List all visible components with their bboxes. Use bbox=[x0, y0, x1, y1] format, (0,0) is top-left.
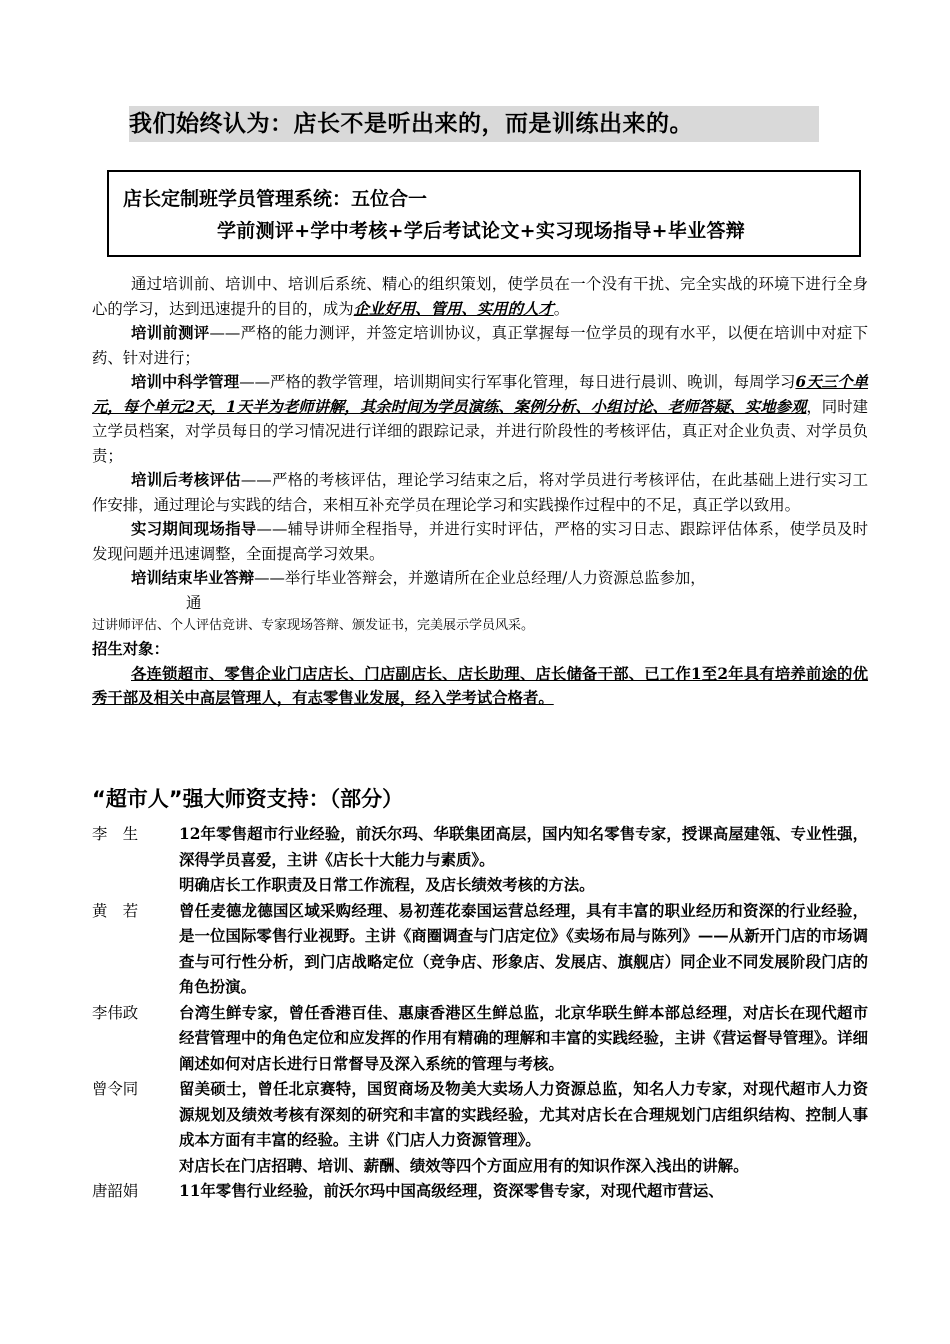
system-title: 店长定制班学员管理系统：五位合一 bbox=[123, 188, 428, 210]
teacher-name: 黄 若 bbox=[92, 901, 139, 920]
mid-training-title: 培训中科学管理 bbox=[131, 373, 240, 391]
teacher-bio bbox=[179, 1077, 868, 1179]
teacher-bio bbox=[179, 1001, 868, 1078]
teacher-bio-paragraph: 对店长在门店招聘、培训、薪酬、绩效等四个方面应用有的知识作深入浅出的讲解。 bbox=[179, 1156, 749, 1175]
graduation-tong: 通 bbox=[186, 593, 202, 612]
mid-training-text: ——严格的教学管理，培训期间实行军事化管理，每日进行晨训、晚训，每周学习 bbox=[239, 373, 796, 391]
enroll-label: 招生对象： bbox=[92, 640, 169, 658]
internship-paragraph bbox=[92, 517, 868, 566]
teachers-section-title: “超市人”强大师资支持：（部分） bbox=[92, 787, 404, 811]
pre-training-text: ——严格的能力测评，并签定培训协议，真正掌握每一位学员的现有水平，以便在培训中对症下药、针对进行； bbox=[92, 324, 868, 367]
pre-training-title: 培训前测评 bbox=[131, 324, 210, 342]
pre-training-paragraph bbox=[92, 321, 868, 370]
teacher-name: 曾令同 bbox=[92, 1080, 139, 1098]
internship-text: ——辅导讲师全程指导，并进行实时评估，严格的实习日志、跟踪评估体系，使学员及时发现问题并迅速调整，全面提高学习效果。 bbox=[92, 520, 868, 563]
mid-training-text-2: ，同时建立学员档案，对学员每日的学习情况进行详细的跟踪记录，并进行阶段性的考核评估，真正对企业负责、对学员负责； bbox=[92, 397, 868, 465]
teacher-bio-paragraph: 12年零售超市行业经验，前沃尔玛、华联集团高层，国内知名零售专家，授课高屋建瓴、专业性强，深得学员喜爱，主讲《店长十大能力与素质》。 bbox=[179, 825, 868, 869]
intro-end: 。 bbox=[553, 299, 570, 318]
teacher-list bbox=[92, 822, 868, 1205]
teacher-bio-paragraph: 留美硕士，曾任北京赛特，国贸商场及物美大卖场人力资源总监，知名人力专家，对现代超市人力资源规划及绩效考核有深刻的研究和丰富的实践经验，尤其对店长在合理规划门店组织结构、控制人事成本方面有丰富的经验。主讲《门店人力资源管理》。 bbox=[179, 1080, 868, 1149]
teacher-bio bbox=[179, 1179, 868, 1205]
teacher-entry bbox=[92, 1001, 868, 1078]
program-description bbox=[92, 272, 868, 711]
post-training-paragraph bbox=[92, 468, 868, 517]
graduation-paragraph bbox=[92, 566, 868, 591]
intro-text: 通过培训前、培训中、培训后系统、精心的组织策划，使学员在一个没有干扰、完全实战的环境下进行全身心的学习，达到迅速提升的目的，成为 bbox=[92, 275, 868, 318]
internship-title: 实习期间现场指导 bbox=[131, 520, 257, 538]
system-components: 学前测评+学中考核+学后考试论文+实习现场指导+毕业答辩 bbox=[217, 220, 746, 242]
teacher-bio bbox=[179, 822, 868, 899]
teacher-name: 李 生 bbox=[92, 825, 139, 843]
intro-emphasis: 企业好用、管用、实用的人才 bbox=[353, 299, 554, 318]
teacher-entry bbox=[92, 1179, 868, 1205]
teacher-name: 李伟政 bbox=[92, 1003, 139, 1022]
enroll-text: 各连锁超市、零售企业门店店长、门店副店长、店长助理、店长储备干部、已工作1至2年具有培养前途的优秀干部及相关中高层管理人，有志零售业发展，经入学考试合格者。 bbox=[92, 664, 868, 707]
teacher-bio-paragraph: 明确店长工作职责及日常工作流程，及店长绩效考核的方法。 bbox=[179, 876, 595, 894]
mid-training-paragraph bbox=[92, 370, 868, 468]
teacher-entry bbox=[92, 1077, 868, 1179]
graduation-title: 培训结束毕业答辩 bbox=[131, 569, 255, 587]
post-training-title: 培训后考核评估 bbox=[131, 471, 241, 489]
mid-training-emphasis: 6天三个单元，每个单元2天，1天半为老师讲解，其余时间为学员演练、案例分析、小组讨论、老师答疑、实地参观 bbox=[92, 373, 868, 416]
teacher-entry bbox=[92, 899, 868, 1001]
system-box bbox=[107, 170, 861, 257]
teacher-bio-paragraph: 曾任麦德龙德国区域采购经理、易初莲花泰国运营总经理，具有丰富的职业经历和资深的行业经验，是一位国际零售行业视野。主讲《商圈调查与门店定位》《卖场布局与陈列》——从新开门店的市场调查与可行性分析，到门店战略定位（竞争店、形象店、发展店、旗舰店）同企业不同发展阶段门店的角色扮演。 bbox=[179, 901, 868, 996]
graduation-text: ——举行毕业答辩会，并邀请所在企业总经理/人力资源总监参加， bbox=[254, 569, 706, 587]
graduation-small-text: 过讲师评估、个人评估竞讲、专家现场答辩、颁发证书，完美展示学员风采。 bbox=[92, 618, 535, 633]
headline: 我们始终认为：店长不是听出来的，而是训练出来的。 bbox=[129, 106, 819, 142]
teacher-bio-paragraph: 台湾生鲜专家，曾任香港百佳、惠康香港区生鲜总监，北京华联生鲜本部总经理，对店长在现代超市经营管理中的角色定位和应发挥的作用有精确的理解和丰富的实践经验，主讲《营运督导管理》。详细阐述如何对店长进行日常督导及深入系统的管理与考核。 bbox=[179, 1003, 868, 1073]
teacher-entry bbox=[92, 822, 868, 899]
post-training-text: ——严格的考核评估，理论学习结束之后，将对学员进行考核评估，在此基础上进行实习工作安排，通过理论与实践的结合，来相互补充学员在理论学习和实践操作过程中的不足，真正学以致用。 bbox=[92, 471, 868, 514]
intro-paragraph bbox=[92, 272, 868, 321]
teacher-bio bbox=[179, 899, 868, 1001]
teacher-name: 唐韶娟 bbox=[92, 1182, 139, 1200]
teacher-bio-paragraph: 11年零售行业经验，前沃尔玛中国高级经理，资深零售专家，对现代超市营运、 bbox=[179, 1182, 724, 1200]
